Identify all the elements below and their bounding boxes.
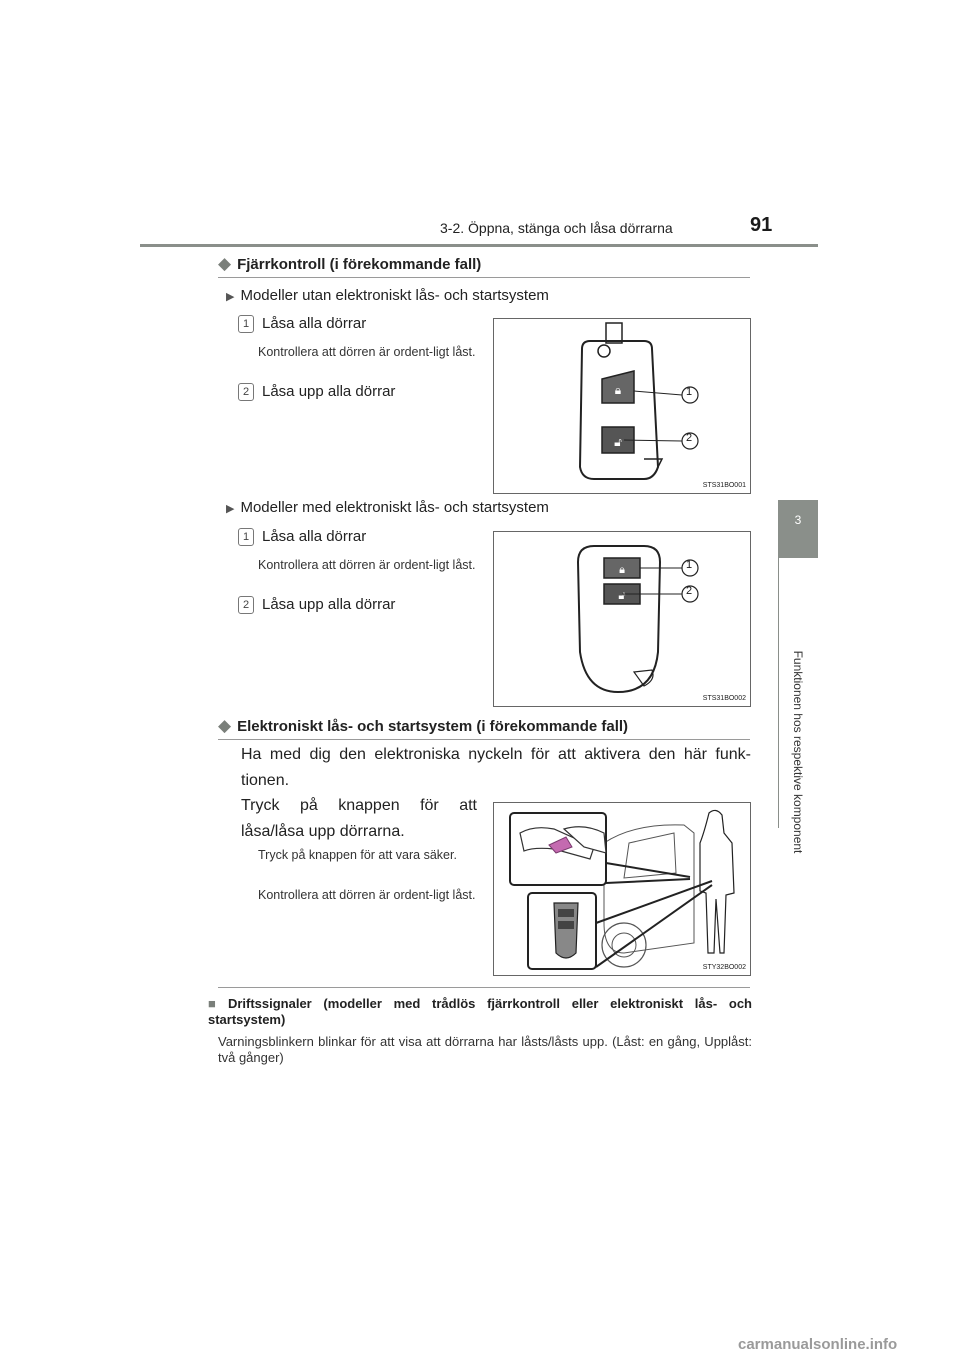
instruction-paragraph: Tryck på knappen för att låsa/låsa upp dörrarna.	[241, 797, 477, 840]
page-number: 91	[750, 214, 773, 236]
section-title-smart-entry	[218, 716, 628, 736]
section-rule	[218, 739, 750, 740]
step-number: 2	[238, 596, 254, 614]
figure-callout-1: 1	[686, 386, 693, 398]
item-label: Låsa alla dörrar	[262, 315, 367, 332]
item-note: Kontrollera att dörren är ordent-ligt låst.	[258, 558, 476, 572]
section-title-remote	[218, 254, 481, 274]
step-number: 1	[238, 315, 254, 333]
item-label: Låsa upp alla dörrar	[262, 383, 396, 400]
svg-text:🔒︎: 🔒︎	[619, 563, 625, 576]
diamond-icon: ◆	[218, 254, 232, 273]
chapter-tab-label: Funktionen hos respektive komponent	[791, 650, 805, 854]
figure-code: STS31BO001	[702, 482, 746, 489]
triangle-icon: ▶	[226, 291, 235, 303]
watermark: carmanualsonline.info	[738, 1336, 898, 1353]
smart-key-illustration	[494, 532, 750, 706]
square-bullet-icon: ■	[208, 996, 224, 1011]
note-check-door: Kontrollera att dörren är ordent-ligt låst.	[258, 888, 476, 902]
section-title-text: Elektroniskt lås- och startsystem (i förekommande fall)	[237, 718, 629, 735]
figure-callout-2: 2	[686, 432, 693, 444]
subsection-title-without-smart	[226, 287, 549, 304]
footnote-body: Varningsblinkern blinkar för att visa att dörrarna har låsts/låsts upp. (Låst: en gång, Upplåst: två gånger)	[218, 1034, 752, 1065]
figure-code: STY32BO002	[702, 964, 746, 971]
diamond-icon: ◆	[218, 716, 232, 735]
item-unlock-all	[238, 383, 395, 401]
figure-callout-1: 1	[686, 559, 693, 571]
svg-text:🔓︎: 🔓︎	[618, 589, 626, 602]
figure-remote-key	[493, 318, 751, 494]
figure-door-handle	[493, 802, 751, 976]
step-number: 2	[238, 383, 254, 401]
section-title-text: Fjärrkontroll (i förekommande fall)	[237, 256, 482, 273]
door-handle-illustration	[494, 803, 750, 975]
svg-text:🔓︎: 🔓︎	[614, 435, 622, 449]
subsection-title-text: Modeller utan elektroniskt lås- och startsystem	[240, 287, 549, 304]
figure-smart-key	[493, 531, 751, 707]
item-label: Låsa upp alla dörrar	[262, 596, 396, 613]
figure-callout-2: 2	[686, 585, 693, 597]
item-label: Låsa alla dörrar	[262, 528, 367, 545]
section-rule	[218, 277, 750, 278]
item-unlock-all	[238, 596, 395, 614]
footnote-rule	[218, 987, 750, 988]
triangle-icon: ▶	[226, 503, 235, 515]
chapter-tab: 3	[778, 500, 818, 558]
note-press-button: Tryck på knappen för att vara säker.	[258, 848, 457, 862]
footnote-heading	[208, 996, 752, 1028]
figure-code: STS31BO002	[702, 695, 746, 702]
footnote-heading-text: Driftssignaler (modeller med trådlös fjärrkontroll eller elektroniskt lås- och startsystem)	[208, 996, 752, 1027]
item-note: Kontrollera att dörren är ordent-ligt låst.	[258, 345, 476, 359]
subsection-title-with-smart	[226, 499, 549, 516]
remote-key-illustration	[494, 319, 750, 493]
header-rule	[140, 244, 818, 247]
intro-paragraph: Ha med dig den elektroniska nyckeln för att aktivera den här funk-tionen.	[241, 746, 751, 789]
svg-text:🔒︎: 🔒︎	[614, 383, 622, 397]
chapter-tab-line	[778, 558, 779, 828]
item-lock-all	[238, 528, 366, 546]
subsection-title-text: Modeller med elektroniskt lås- och startsystem	[240, 499, 549, 516]
item-lock-all	[238, 315, 366, 333]
chapter-title: 3-2. Öppna, stänga och låsa dörrarna	[440, 220, 673, 236]
step-number: 1	[238, 528, 254, 546]
